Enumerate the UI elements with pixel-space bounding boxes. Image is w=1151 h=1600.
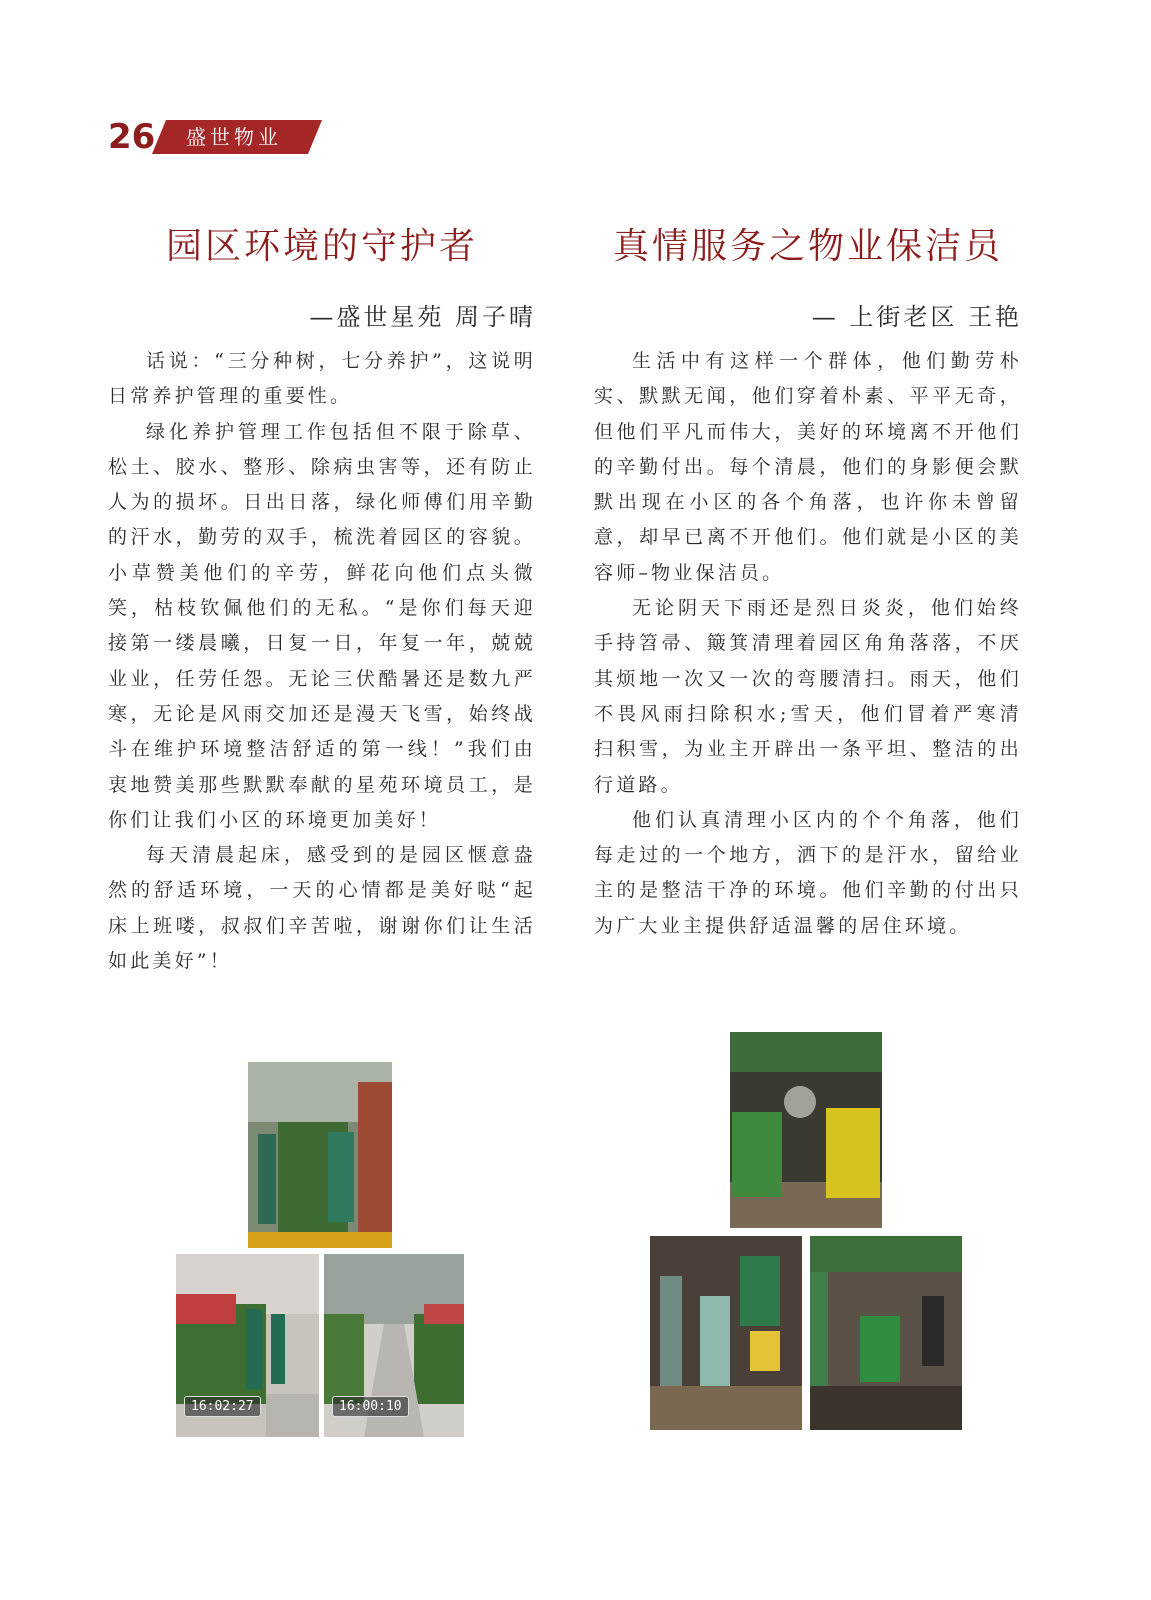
article-byline: —盛世星苑 周子晴 [309, 303, 536, 331]
page-header [108, 118, 338, 156]
article-byline: — 上街老区 王艳 [811, 303, 1022, 331]
article-title: 园区环境的守护者 [165, 226, 478, 267]
paragraph: 绿化养护管理工作包括但不限于除草、松土、胶水、整形、除病虫害等，还有防止人为的损坏。日出日落，绿化师傅们用辛勤的汗水，勤劳的双手，梳洗着园区的容貌。小草赞美他们的辛劳，鲜花向他们点头微笑，枯枝钦佩他们的无私。“是你们每天迎接第一缕晨曦，日复一日，年复一年，兢兢业业，任劳任怨。无论三伏酷暑还是数九严寒，无论是风雨交加还是漫天飞雪，始终战斗在维护环境整洁舒适的第一线！”我们由衷地赞美那些默默奉献的星苑环境员工，是你们让我们小区的环境更加美好！ [108, 420, 536, 831]
page-number: 26 [108, 117, 156, 157]
paragraph: 生活中有这样一个群体，他们勤劳朴实、默默无闻，他们穿着朴素、平平无奇，但他们平凡而伟大，美好的环境离不开他们的辛勤付出。每个清晨，他们的身影便会默默出现在小区的各个角落，也许你未曾留意，却早已离不开他们。他们就是小区的美容师–物业保洁员。 [594, 350, 1022, 584]
article-body [108, 344, 536, 979]
photo-trash-bins-night [730, 1032, 882, 1228]
paragraph: 话说：“三分种树，七分养护”，这说明日常养护管理的重要性。 [108, 350, 536, 408]
article-body [594, 344, 1022, 944]
section-title: 盛世物业 [186, 125, 282, 149]
photo-bin-cleanup [810, 1236, 962, 1430]
photo-hedge-trimming [176, 1254, 319, 1437]
paragraph: 无论阴天下雨还是烈日炎炎，他们始终手持笤帚、簸箕清理着园区角角落落，不厌其烦地一次又一次的弯腰清扫。雨天，他们不畏风雨扫除积水;雪天，他们冒着严寒清扫积雪，为业主开辟出一条平坦、整洁的出行道路。 [594, 597, 1022, 796]
photo-walkway [324, 1254, 464, 1437]
article-title: 真情服务之物业保洁员 [612, 226, 1003, 267]
paragraph: 每天清晨起床，感受到的是园区惬意盎然的舒适环境，一天的心情都是美好哒“起床上班喽，叔叔们辛苦啦，谢谢你们让生活如此美好”！ [108, 844, 536, 973]
photo-gardeners-gate [248, 1062, 392, 1248]
photo-sweeping-night [650, 1236, 802, 1430]
photo-timestamp: 16:02:27 [184, 1396, 261, 1417]
article-right [594, 222, 1022, 944]
paragraph: 他们认真清理小区内的个个角落，他们每走过的一个地方，洒下的是汗水，留给业主的是整洁干净的环境。他们辛勤的付出只为广大业主提供舒适温馨的居住环境。 [594, 808, 1022, 937]
photo-timestamp: 16:00:10 [332, 1396, 409, 1417]
article-left [108, 222, 536, 979]
